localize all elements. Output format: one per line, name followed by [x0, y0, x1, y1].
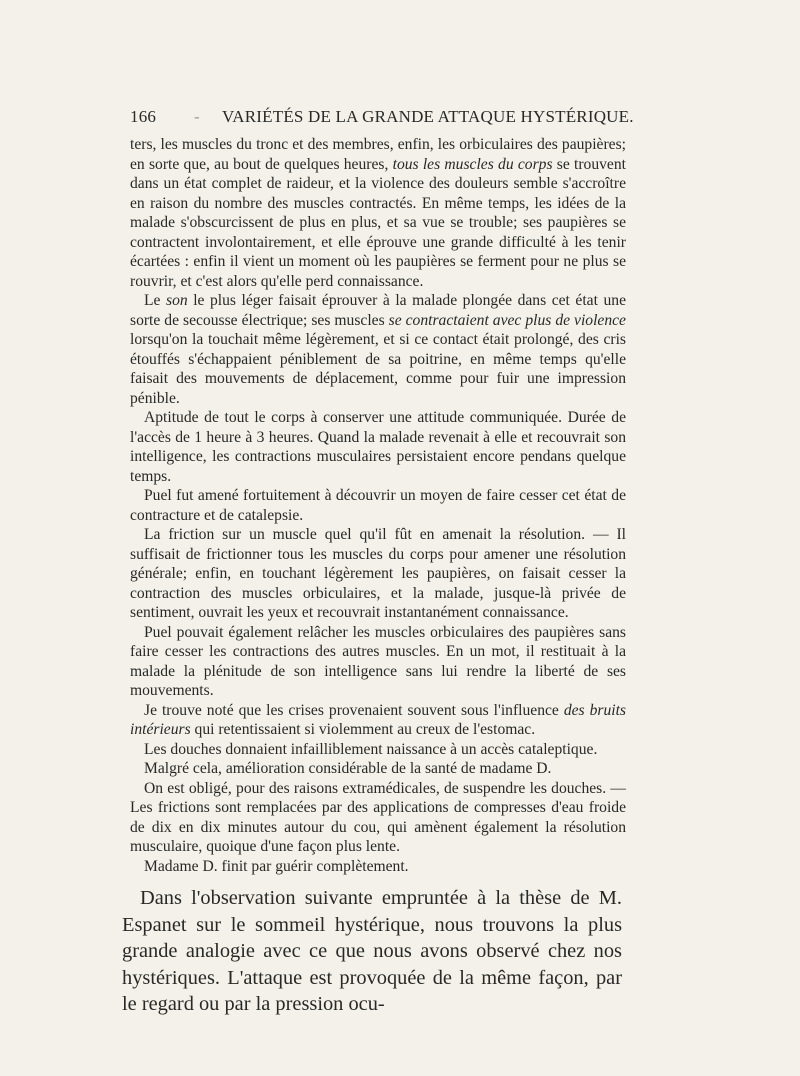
- page-number: 166: [130, 107, 157, 126]
- paragraph: Malgré cela, amélioration considérable de la santé de madame D.: [144, 760, 552, 777]
- paragraph: La friction sur un muscle quel qu'il fût en amenait la résolution. — Il suffisait de frictionner tous les muscles du corps pour amener une résolution générale; enfin, en touchant légèrement les paupières, on faisait cesser la contraction des muscles orbiculaires, et la malade, jusque-là privée de sentiment, ouvrait les yeux et recouvrait instantanément connaissance.: [130, 526, 626, 621]
- paragraph: Dans l'observation suivante empruntée à la thèse de M. Espanet sur le sommeil hystérique, nous trouvons la plus grande analogie avec ce que nous avons observé chez nos hystériques. L'attaque est provoquée de la même façon, par le regard ou par la pression ocu-: [122, 887, 622, 1015]
- main-text: [122, 885, 622, 1018]
- running-title: VARIÉTÉS DE LA GRANDE ATTAQUE HYSTÉRIQUE.: [222, 107, 634, 126]
- paragraph: ters, les muscles du tronc et des membres, enfin, les orbiculaires des paupières; en sorte que, au bout de quelques heures, tous les muscles du corps se trouvent dans un état complet de raideur, et la violence des douleurs semble s'accroître en raison du nombre des muscles contractés. En même temps, les idées de la malade s'obscurcissent de plus en plus, et sa vue se trouble; ses paupières se contractent involontairement, et elle éprouve une grande difficulté à les tenir écartées : enfin il vient un moment où les paupières se ferment pour ne plus se rouvrir, et c'est alors qu'elle perd connaissance.: [130, 136, 626, 290]
- paragraph: Aptitude de tout le corps à conserver une attitude communiquée. Durée de l'accès de 1 heure à 3 heures. Quand la malade revenait à elle et recouvrait son intelligence, les contractions musculaires persistaient encore pendans quelque temps.: [130, 409, 626, 485]
- header-dash: -: [194, 107, 200, 126]
- paragraph: Les douches donnaient infailliblement naissance à un accès cataleptique.: [144, 740, 598, 758]
- running-header: [130, 107, 634, 127]
- paragraph: On est obligé, pour des raisons extramédicales, de suspendre les douches. — Les frictions sont remplacées par des applications de compresses d'eau froide de dix en dix minutes autour du cou, qui amènent également la résolution musculaire, quoique d'une façon plus lente.: [130, 779, 626, 855]
- case-text: [130, 135, 626, 876]
- paragraph: Je trouve noté que les crises provenaient souvent sous l'influence des bruits intérieurs qui retentissaient si violemment au creux de l'estomac.: [130, 701, 626, 738]
- paragraph: Puel pouvait également relâcher les muscles orbiculaires des paupières sans faire cesser les contractions des autres muscles. En un mot, il restituait à la malade la plénitude de son intelligence sans lui rendre la liberté de ses mouvements.: [130, 623, 626, 699]
- paragraph: Puel fut amené fortuitement à découvrir un moyen de faire cesser cet état de contracture et de catalepsie.: [130, 487, 626, 524]
- paragraph: Le son le plus léger faisait éprouver à la malade plongée dans cet état une sorte de secousse électrique; ses muscles se contractaient avec plus de violence lorsqu'on la touchait même légèrement, et si ce contact était prolongé, des cris étouffés s'échappaient péniblement de sa poitrine, en même temps qu'elle faisait des mouvements de déplacement, comme pour fuir une impression pénible.: [130, 292, 626, 407]
- paragraph: Madame D. finit par guérir complètement.: [144, 857, 409, 875]
